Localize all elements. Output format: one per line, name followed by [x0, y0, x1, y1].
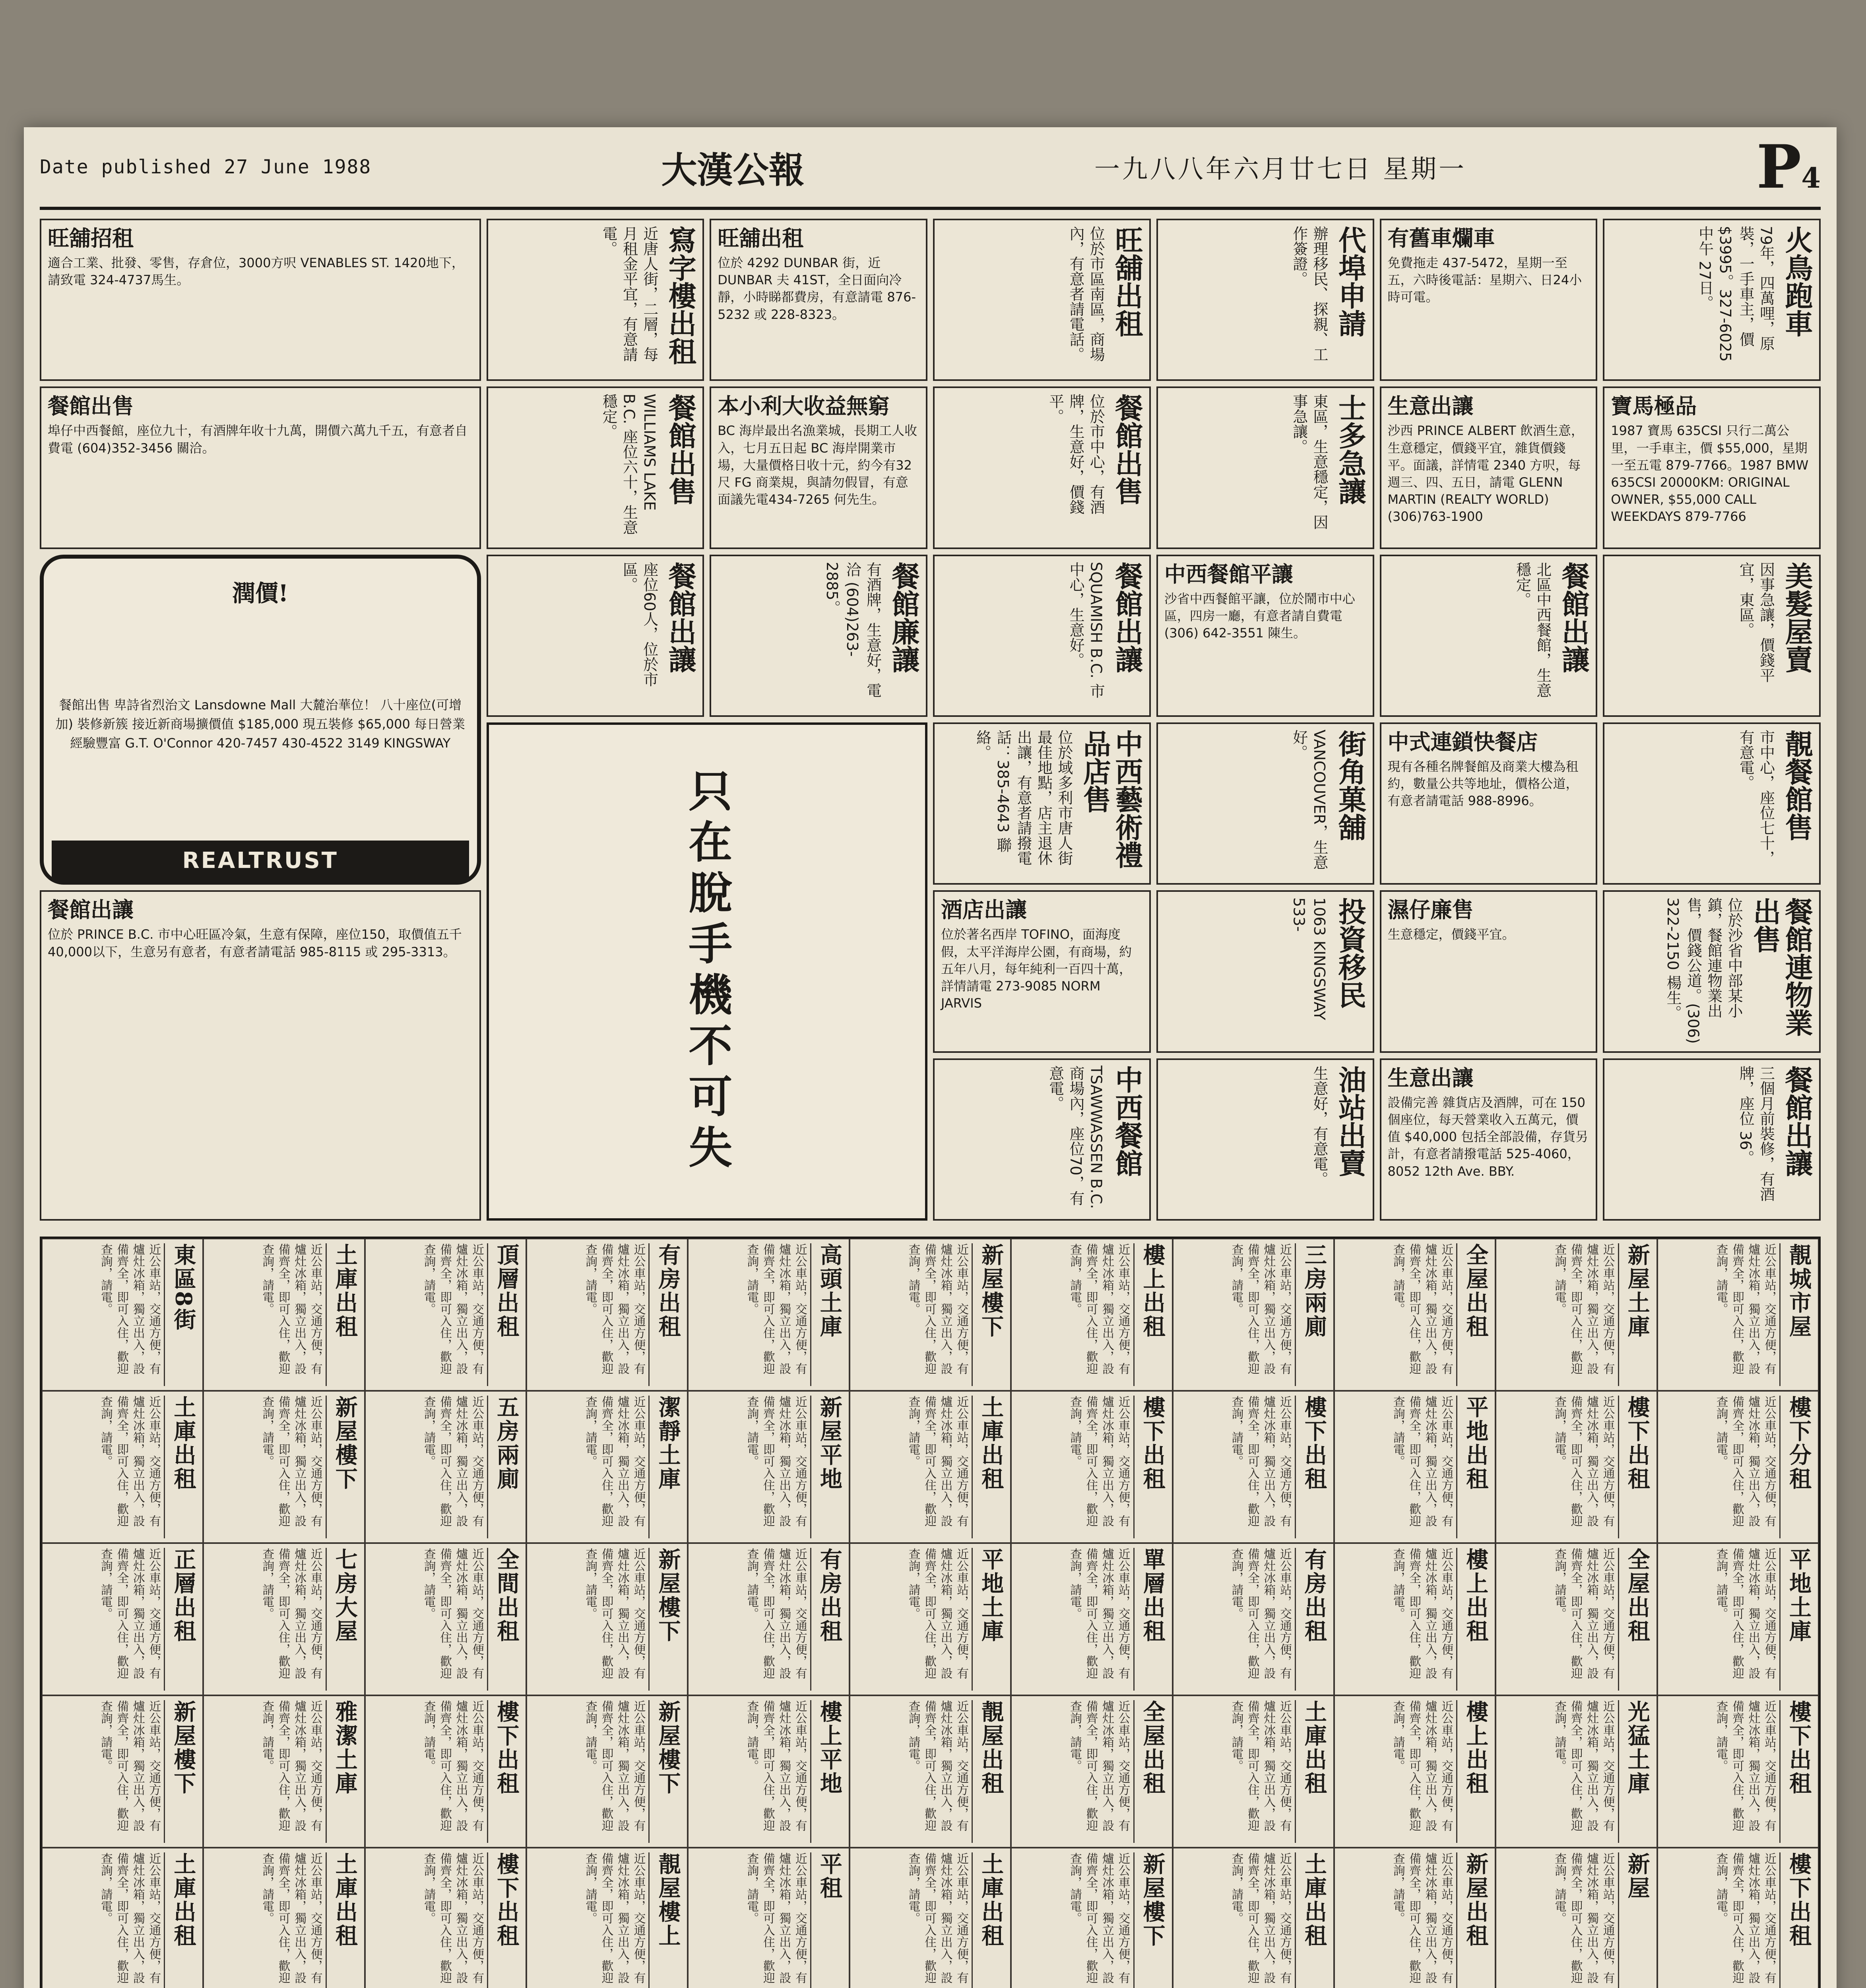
listing-heading: 新屋 — [1618, 1852, 1653, 1988]
listing-heading: 土庫出租 — [326, 1852, 361, 1988]
page-number: P4 — [1756, 132, 1821, 202]
listing-heading: 土庫出租 — [1295, 1852, 1330, 1988]
classified-listing — [1011, 1391, 1172, 1543]
ad-body: 辦理移民、探親、工作簽證。 — [1290, 226, 1328, 362]
classified-listing — [1173, 1391, 1334, 1543]
classified-listing — [850, 1239, 1011, 1391]
listing-heading: 平地土庫 — [1779, 1548, 1815, 1691]
classified-listing — [1657, 1695, 1819, 1848]
business-ad — [487, 386, 704, 549]
listing-heading: 樓上出租 — [1133, 1243, 1169, 1386]
listing-body: 近公車站，交通方便，有爐灶冰箱，獨立出入，設備齊全，即可入住，歡迎查詢，請電。 — [583, 1852, 646, 1984]
listing-heading: 平地出租 — [1456, 1396, 1492, 1538]
listing-heading: 樓下出租 — [1133, 1396, 1169, 1538]
classified-listing — [42, 1391, 203, 1543]
listing-body: 近公車站，交通方便，有爐灶冰箱，獨立出入，設備齊全，即可入住，歡迎查詢，請電。 — [906, 1852, 969, 1984]
listing-heading: 新屋樓下 — [648, 1548, 684, 1691]
ad-body: 1987 寶馬 635CSI 只行二萬公里，一手車主，價 $55,000，星期一至五電 879-7766。1987 BMW 635CSI 20000KM: ORIGINAL OWNER, $55,000 CALL WEEKDAYS 879-7766 — [1611, 423, 1809, 524]
paper-name: 大漢公報 — [661, 149, 805, 191]
listing-heading: 樓下分租 — [1779, 1396, 1815, 1538]
listing-heading: 土庫出租 — [164, 1852, 199, 1988]
listing-heading: 高頭土庫 — [810, 1243, 846, 1386]
ad-body: 有酒牌，生意好，電洽 (604)263-2885。 — [823, 561, 882, 698]
ad-headline: 生意出讓 — [1387, 1065, 1474, 1091]
ad-body: 位於域多利市唐人街最佳地點，店主退休出讓，有意者請撥電話：385-4643 聯絡。 — [974, 730, 1073, 866]
business-ad — [1380, 890, 1598, 1052]
classified-listing — [850, 1848, 1011, 1988]
business-ads-section — [40, 219, 1821, 1221]
business-ad — [1156, 219, 1374, 381]
listing-body: 近公車站，交通方便，有爐灶冰箱，獨立出入，設備齊全，即可入住，歡迎查詢，請電。 — [1552, 1852, 1615, 1984]
business-ad — [1156, 722, 1374, 885]
classified-listing — [1011, 1543, 1172, 1695]
classified-listing — [1496, 1695, 1657, 1848]
realtrust-ad-body: 餐館出售 卑詩省烈治文 Lansdowne Mall 大麓治華位！ 八十座位(可增加) 裝修新簇 接近新商場擴價值 $185,000 現五裝修 $65,000 每日營業 經驗豐富 G.T. O'Connor 420-7457 430-4522 3149 KINGSWAY — [55, 697, 466, 751]
listing-body: 近公車站，交通方便，有爐灶冰箱，獨立出入，設備齊全，即可入住，歡迎查詢，請電。 — [583, 1700, 646, 1831]
business-ad — [933, 1058, 1151, 1221]
classified-listing — [1334, 1239, 1496, 1391]
page-header — [40, 127, 1821, 207]
classified-listing — [1011, 1239, 1172, 1391]
business-ad — [933, 722, 1151, 885]
classified-listing — [688, 1239, 849, 1391]
listing-heading: 平地土庫 — [972, 1548, 1007, 1691]
ad-headline: 餐館出讓 — [1110, 561, 1144, 673]
classified-listing — [203, 1543, 365, 1695]
business-ad — [710, 386, 927, 549]
listing-heading: 新屋出租 — [1456, 1852, 1492, 1988]
ad-body: 免費拖走 437-5472，星期一至五，六時後電話：星期六、日24小時可電。 — [1387, 255, 1582, 305]
listing-heading: 樓下出租 — [487, 1700, 522, 1843]
newspaper-page — [24, 127, 1837, 1988]
ad-body: 市中心，座位七十，有意電。 — [1737, 730, 1775, 866]
listing-body: 近公車站，交通方便，有爐灶冰箱，獨立出入，設備齊全，即可入住，歡迎查詢，請電。 — [421, 1700, 484, 1831]
listing-heading: 全間出租 — [487, 1548, 522, 1691]
listing-heading: 新屋土庫 — [1618, 1243, 1653, 1386]
ad-headline: 餐館出售 — [1110, 394, 1144, 505]
ad-headline: 酒店出讓 — [941, 897, 1027, 923]
listing-body: 近公車站，交通方便，有爐灶冰箱，獨立出入，設備齊全，即可入住，歡迎查詢，請電。 — [1714, 1852, 1776, 1984]
ad-body: 座位60人，位於市區。 — [620, 561, 658, 687]
classified-listing — [365, 1543, 526, 1695]
ad-body: 適合工業、批發、零售，存倉位，3000方呎 VENABLES ST. 1420地下，請致電 324-4737馬生。 — [48, 255, 464, 288]
listing-body: 近公車站，交通方便，有爐灶冰箱，獨立出入，設備齊全，即可入住，歡迎查詢，請電。 — [1552, 1700, 1615, 1831]
classified-listing — [42, 1543, 203, 1695]
classified-listing — [203, 1391, 365, 1543]
classified-listing — [1173, 1543, 1334, 1695]
classified-listing — [365, 1848, 526, 1988]
listing-body: 近公車站，交通方便，有爐灶冰箱，獨立出入，設備齊全，即可入住，歡迎查詢，請電。 — [1552, 1396, 1615, 1527]
ad-headline: 餐館出售 — [48, 393, 134, 419]
listing-heading: 土庫出租 — [326, 1243, 361, 1386]
listing-body: 近公車站，交通方便，有爐灶冰箱，獨立出入，設備齊全，即可入住，歡迎查詢，請電。 — [1391, 1243, 1453, 1375]
listing-heading: 土庫出租 — [972, 1396, 1007, 1538]
listing-heading: 新屋樓下 — [164, 1700, 199, 1843]
ad-headline: 中式連鎖快餐店 — [1387, 729, 1538, 755]
listing-body: 近公車站，交通方便，有爐灶冰箱，獨立出入，設備齊全，即可入住，歡迎查詢，請電。 — [1714, 1548, 1776, 1679]
listing-body: 近公車站，交通方便，有爐灶冰箱，獨立出入，設備齊全，即可入住，歡迎查詢，請電。 — [1391, 1548, 1453, 1679]
listing-body: 近公車站，交通方便，有爐灶冰箱，獨立出入，設備齊全，即可入住，歡迎查詢，請電。 — [583, 1243, 646, 1375]
ad-body: 1063 KINGSWAY 533- — [1290, 897, 1328, 1020]
listing-heading: 三房兩廁 — [1295, 1243, 1330, 1386]
classified-listing — [1334, 1848, 1496, 1988]
listing-body: 近公車站，交通方便，有爐灶冰箱，獨立出入，設備齊全，即可入住，歡迎查詢，請電。 — [421, 1852, 484, 1984]
classified-listing — [365, 1391, 526, 1543]
business-ad — [40, 890, 481, 1221]
classified-listing — [203, 1848, 365, 1988]
business-ad — [933, 219, 1151, 381]
publish-date: Date published 27 June 1988 — [40, 156, 372, 178]
ad-body: 位於著名西岸 TOFINO，面海度假，太平洋海岸公園，有商場，約五年八月，每年純利一百四十萬，詳情請電 273-9085 NORM JARVIS — [941, 927, 1132, 1011]
listing-body: 近公車站，交通方便，有爐灶冰箱，獨立出入，設備齊全，即可入住，歡迎查詢，請電。 — [1229, 1243, 1292, 1375]
ad-headline: 有舊車爛車 — [1387, 225, 1495, 251]
ad-body: 生意穩定，價錢平宜。 — [1387, 927, 1515, 942]
classified-listing — [42, 1239, 203, 1391]
ad-body: 79年，四萬哩，原裝，一手車主，價$3995。327-6025 中午 27日。 — [1696, 226, 1775, 362]
realtrust-logo: REALTRUST — [52, 841, 469, 881]
listing-body: 近公車站，交通方便，有爐灶冰箱，獨立出入，設備齊全，即可入住，歡迎查詢，請電。 — [1229, 1700, 1292, 1831]
classified-listing — [688, 1695, 849, 1848]
business-ad — [933, 555, 1151, 717]
listing-body: 近公車站，交通方便，有爐灶冰箱，獨立出入，設備齊全，即可入住，歡迎查詢，請電。 — [1068, 1396, 1130, 1527]
ad-headline: 士多急讓 — [1334, 394, 1367, 505]
listing-heading: 土庫出租 — [972, 1852, 1007, 1988]
listing-heading: 樓下出租 — [1779, 1700, 1815, 1843]
listing-heading: 頂層出租 — [487, 1243, 522, 1386]
classified-listing — [526, 1391, 688, 1543]
realtrust-ad-title: 潤價! — [232, 579, 289, 607]
listing-body: 近公車站，交通方便，有爐灶冰箱，獨立出入，設備齊全，即可入住，歡迎查詢，請電。 — [745, 1700, 807, 1831]
ad-body: SQUAMISH B.C. 市中心，生意好。 — [1067, 561, 1105, 699]
ad-headline: 中西餐館平讓 — [1164, 561, 1293, 587]
ad-body: 位於 4292 DUNBAR 街，近 DUNBAR 夫 41ST，全日面向冷靜，小時睇都費房，有意請電 876-5232 或 228-8323。 — [718, 255, 916, 322]
feature-ad-box — [487, 722, 928, 1221]
business-ad — [933, 890, 1151, 1052]
classified-listing — [1173, 1695, 1334, 1848]
listing-heading: 雅潔土庫 — [326, 1700, 361, 1843]
listing-heading: 樓下出租 — [1618, 1396, 1653, 1538]
ad-body: 北區中西餐館，生意穩定。 — [1513, 561, 1552, 698]
listing-heading: 新屋平地 — [810, 1396, 846, 1538]
listing-body: 近公車站，交通方便，有爐灶冰箱，獨立出入，設備齊全，即可入住，歡迎查詢，請電。 — [1391, 1700, 1453, 1831]
business-ad — [1156, 555, 1374, 717]
classified-listing — [1011, 1848, 1172, 1988]
classified-listing — [1334, 1695, 1496, 1848]
listing-heading: 光猛土庫 — [1618, 1700, 1653, 1843]
ad-headline: 火鳥跑車 — [1781, 226, 1814, 337]
listing-body: 近公車站，交通方便，有爐灶冰箱，獨立出入，設備齊全，即可入住，歡迎查詢，請電。 — [1068, 1700, 1130, 1831]
ad-headline: 餐館出讓 — [1781, 1065, 1814, 1177]
business-ad — [487, 555, 704, 717]
business-ad — [1380, 722, 1598, 885]
listing-body: 近公車站，交通方便，有爐灶冰箱，獨立出入，設備齊全，即可入住，歡迎查詢，請電。 — [906, 1700, 969, 1831]
listing-body: 近公車站，交通方便，有爐灶冰箱，獨立出入，設備齊全，即可入住，歡迎查詢，請電。 — [906, 1396, 969, 1527]
business-ad — [1603, 1058, 1821, 1221]
ad-body: BC 海岸最出名漁業城，長期工人收入，七月五日起 BC 海岸開業市場，大量價格日收十元，約今有32尺 FG 商業規，與請勿假冒，有意面議先電434-7265 何先生。 — [718, 423, 917, 507]
business-ad — [1156, 1058, 1374, 1221]
business-ad — [1603, 890, 1821, 1052]
listing-heading: 樓下出租 — [487, 1852, 522, 1988]
realtrust-ad — [40, 555, 481, 885]
business-ad — [710, 555, 927, 717]
ad-body: TSAWWASSEN B.C. 商場內，座位70，有意電。 — [1046, 1065, 1105, 1209]
ad-body: WILLIAMS LAKE B.C. 座位六十，生意穩定。 — [600, 394, 658, 535]
business-ad — [933, 386, 1151, 549]
business-ad — [1380, 1058, 1598, 1221]
classified-listing — [1657, 1391, 1819, 1543]
classified-listing — [1173, 1848, 1334, 1988]
classified-listing — [1496, 1543, 1657, 1695]
classified-listing — [526, 1848, 688, 1988]
ad-body: 三個月前裝修，有酒牌，座位 36。 — [1737, 1065, 1775, 1202]
ad-headline: 中西餐館 — [1110, 1065, 1144, 1177]
listing-body: 近公車站，交通方便，有爐灶冰箱，獨立出入，設備齊全，即可入住，歡迎查詢，請電。 — [1714, 1700, 1776, 1831]
classified-listing — [1496, 1239, 1657, 1391]
ad-headline: 餐館廉讓 — [887, 561, 920, 673]
listing-body: 近公車站，交通方便，有爐灶冰箱，獨立出入，設備齊全，即可入住，歡迎查詢，請電。 — [906, 1243, 969, 1375]
classified-listing — [1657, 1543, 1819, 1695]
ad-headline: 旺舖招租 — [48, 225, 134, 251]
ad-headline: 美髮屋賣 — [1781, 561, 1814, 673]
listing-body: 近公車站，交通方便，有爐灶冰箱，獨立出入，設備齊全，即可入住，歡迎查詢，請電。 — [260, 1700, 322, 1831]
listing-body: 近公車站，交通方便，有爐灶冰箱，獨立出入，設備齊全，即可入住，歡迎查詢，請電。 — [745, 1396, 807, 1527]
ad-headline: 本小利大收益無窮 — [718, 393, 890, 419]
classified-listing — [688, 1848, 849, 1988]
listing-body: 近公車站，交通方便，有爐灶冰箱，獨立出入，設備齊全，即可入住，歡迎查詢，請電。 — [1552, 1243, 1615, 1375]
business-ad — [1603, 555, 1821, 717]
ad-headline: 餐館出讓 — [664, 561, 697, 673]
classified-listing — [526, 1543, 688, 1695]
listing-body: 近公車站，交通方便，有爐灶冰箱，獨立出入，設備齊全，即可入住，歡迎查詢，請電。 — [1068, 1852, 1130, 1984]
ad-body: 沙省中西餐館平讓，位於鬧市中心區，四房一廳，有意者請自費電 (306) 642-3551 陳生。 — [1164, 591, 1355, 641]
ad-body: 現有各種名牌餐館及商業大樓為租約，數量公共等地址，價格公道，有意者請電話 988-8996。 — [1387, 759, 1579, 809]
ad-body: 位於沙省中部某小鎮，餐館連物業出售，價錢公道。(306) 322-2150 楊生。 — [1664, 897, 1743, 1044]
ad-body: 位於 PRINCE B.C. 市中心旺區冷氣，生意有保障，座位150，取價值五千40,000以下，生意另有意者，有意者請電話 985-8115 或 295-3313。 — [48, 927, 462, 959]
classified-listing — [850, 1543, 1011, 1695]
listing-heading: 樓上出租 — [1456, 1548, 1492, 1691]
classified-listing — [42, 1848, 203, 1988]
classified-listing — [42, 1695, 203, 1848]
listing-heading: 潔靜土庫 — [648, 1396, 684, 1538]
rental-classifieds — [40, 1237, 1821, 1988]
business-ad — [487, 219, 704, 381]
listing-body: 近公車站，交通方便，有爐灶冰箱，獨立出入，設備齊全，即可入住，歡迎查詢，請電。 — [583, 1548, 646, 1679]
classified-listing — [1496, 1848, 1657, 1988]
listing-body: 近公車站，交通方便，有爐灶冰箱，獨立出入，設備齊全，即可入住，歡迎查詢，請電。 — [421, 1243, 484, 1375]
ad-body: 因事急讓，價錢平宜，東區。 — [1737, 561, 1775, 683]
listing-body: 近公車站，交通方便，有爐灶冰箱，獨立出入，設備齊全，即可入住，歡迎查詢，請電。 — [260, 1852, 322, 1984]
ad-headline: 寫字樓出租 — [664, 226, 697, 365]
listing-body: 近公車站，交通方便，有爐灶冰箱，獨立出入，設備齊全，即可入住，歡迎查詢，請電。 — [98, 1243, 161, 1375]
listing-body: 近公車站，交通方便，有爐灶冰箱，獨立出入，設備齊全，即可入住，歡迎查詢，請電。 — [1229, 1548, 1292, 1679]
ad-headline: 街角菓舖 — [1334, 730, 1367, 841]
listing-heading: 七房大屋 — [326, 1548, 361, 1691]
ad-body: 沙西 PRINCE ALBERT 飲酒生意，生意穩定，價錢平宜，雜貨價錢平。面議，詳情電 2340 方呎，每週三、四、五日，請電 GLENN MARTIN (REALTY WORLD) (306)763-1900 — [1387, 423, 1584, 524]
classified-listing — [1496, 1391, 1657, 1543]
listing-body: 近公車站，交通方便，有爐灶冰箱，獨立出入，設備齊全，即可入住，歡迎查詢，請電。 — [421, 1548, 484, 1679]
business-ad — [1380, 386, 1598, 549]
ad-body: 生意好，有意電。 — [1311, 1065, 1328, 1186]
listing-body: 近公車站，交通方便，有爐灶冰箱，獨立出入，設備齊全，即可入住，歡迎查詢，請電。 — [98, 1396, 161, 1527]
ad-headline: 旺舖出租 — [718, 225, 804, 251]
classified-listing — [1173, 1239, 1334, 1391]
business-ad — [1156, 890, 1374, 1052]
ad-body: 位於市區南區，商場內，有意者請電話。 — [1067, 226, 1105, 362]
ad-headline: 生意出讓 — [1387, 393, 1474, 419]
listing-body: 近公車站，交通方便，有爐灶冰箱，獨立出入，設備齊全，即可入住，歡迎查詢，請電。 — [1068, 1548, 1130, 1679]
business-ad — [1156, 386, 1374, 549]
ad-body: 埠仔中西餐館，座位九十，有酒牌年收十九萬，開價六萬九千五，有意者自費電 (604)352-3456 關洽。 — [48, 423, 468, 456]
classified-listing — [1657, 1848, 1819, 1988]
listing-heading: 全屋出租 — [1618, 1548, 1653, 1691]
classified-listing — [526, 1239, 688, 1391]
listing-heading: 新屋樓下 — [326, 1396, 361, 1538]
classified-listing — [203, 1239, 365, 1391]
ad-body: 位於市中心，有酒牌，生意好，價錢平。 — [1046, 394, 1105, 515]
ad-headline: 餐館出售 — [664, 394, 697, 505]
classified-listing — [365, 1695, 526, 1848]
listing-heading: 靚屋樓上 — [648, 1852, 684, 1988]
business-ad — [1380, 555, 1598, 717]
issue-date: 一九八八年六月廿七日 星期一 — [1094, 155, 1467, 184]
classified-listing — [1657, 1239, 1819, 1391]
classified-listing — [1011, 1695, 1172, 1848]
classified-listing — [1334, 1543, 1496, 1695]
feature-ad-headline: 只在脫手機不可失 — [681, 768, 733, 1175]
ad-headline: 餐館連物業出售 — [1748, 897, 1814, 1037]
listing-body: 近公車站，交通方便，有爐灶冰箱，獨立出入，設備齊全，即可入住，歡迎查詢，請電。 — [421, 1396, 484, 1527]
listing-heading: 新屋樓下 — [648, 1700, 684, 1843]
listing-body: 近公車站，交通方便，有爐灶冰箱，獨立出入，設備齊全，即可入住，歡迎查詢，請電。 — [745, 1548, 807, 1679]
listing-body: 近公車站，交通方便，有爐灶冰箱，獨立出入，設備齊全，即可入住，歡迎查詢，請電。 — [1229, 1852, 1292, 1984]
listing-body: 近公車站，交通方便，有爐灶冰箱，獨立出入，設備齊全，即可入住，歡迎查詢，請電。 — [745, 1852, 807, 1984]
header-rule — [40, 207, 1821, 210]
listing-heading: 單層出租 — [1133, 1548, 1169, 1691]
ad-headline: 油站出賣 — [1334, 1065, 1367, 1177]
listing-body: 近公車站，交通方便，有爐灶冰箱，獨立出入，設備齊全，即可入住，歡迎查詢，請電。 — [906, 1548, 969, 1679]
ad-headline: 餐館出讓 — [48, 897, 134, 923]
listing-body: 近公車站，交通方便，有爐灶冰箱，獨立出入，設備齊全，即可入住，歡迎查詢，請電。 — [1714, 1396, 1776, 1527]
listing-heading: 樓上平地 — [810, 1700, 846, 1843]
listing-body: 近公車站，交通方便，有爐灶冰箱，獨立出入，設備齊全，即可入住，歡迎查詢，請電。 — [583, 1396, 646, 1527]
listing-body: 近公車站，交通方便，有爐灶冰箱，獨立出入，設備齊全，即可入住，歡迎查詢，請電。 — [260, 1396, 322, 1527]
ad-headline: 寶馬極品 — [1611, 393, 1697, 419]
listing-body: 近公車站，交通方便，有爐灶冰箱，獨立出入，設備齊全，即可入住，歡迎查詢，請電。 — [98, 1700, 161, 1831]
ad-headline: 靚餐館售 — [1781, 730, 1814, 841]
listing-body: 近公車站，交通方便，有爐灶冰箱，獨立出入，設備齊全，即可入住，歡迎查詢，請電。 — [1068, 1243, 1130, 1375]
listing-heading: 平租 — [810, 1852, 846, 1988]
ad-body: VANCOUVER，生意好。 — [1290, 730, 1328, 870]
listing-body: 近公車站，交通方便，有爐灶冰箱，獨立出入，設備齊全，即可入住，歡迎查詢，請電。 — [745, 1243, 807, 1375]
classified-listing — [1334, 1391, 1496, 1543]
business-ad — [1603, 219, 1821, 381]
classified-listing — [688, 1543, 849, 1695]
listing-heading: 東區8街 — [164, 1243, 199, 1386]
listing-body: 近公車站，交通方便，有爐灶冰箱，獨立出入，設備齊全，即可入住，歡迎查詢，請電。 — [1391, 1396, 1453, 1527]
business-ad — [710, 219, 927, 381]
listing-heading: 樓下出租 — [1295, 1396, 1330, 1538]
classified-listing — [688, 1391, 849, 1543]
listing-heading: 有房出租 — [648, 1243, 684, 1386]
listing-heading: 樓下出租 — [1779, 1852, 1815, 1988]
business-ad — [1603, 722, 1821, 885]
listing-body: 近公車站，交通方便，有爐灶冰箱，獨立出入，設備齊全，即可入住，歡迎查詢，請電。 — [1552, 1548, 1615, 1679]
classified-listing — [526, 1695, 688, 1848]
listing-body: 近公車站，交通方便，有爐灶冰箱，獨立出入，設備齊全，即可入住，歡迎查詢，請電。 — [1714, 1243, 1776, 1375]
ad-headline: 濕仔廉售 — [1387, 897, 1474, 923]
ad-headline: 代埠申請 — [1334, 226, 1367, 337]
classified-listing — [850, 1391, 1011, 1543]
ad-body: 設備完善 雜貨店及酒牌，可在 150 個座位，每天營業收入五萬元，價值 $40,000 包括全部設備，存貨另計，有意者請撥電話 525-4060，8052 12th Ave. BBY. — [1387, 1095, 1589, 1179]
listing-heading: 靚屋出租 — [972, 1700, 1007, 1843]
listing-heading: 全屋出租 — [1133, 1700, 1169, 1843]
listing-heading: 土庫出租 — [164, 1396, 199, 1538]
listing-heading: 五房兩廁 — [487, 1396, 522, 1538]
ad-headline: 投資移民 — [1334, 897, 1367, 1009]
ad-headline: 旺舖出租 — [1110, 226, 1144, 337]
business-ad — [1603, 386, 1821, 549]
listing-heading: 有房出租 — [810, 1548, 846, 1691]
classified-listing — [365, 1239, 526, 1391]
ad-body: 近唐人街，二層，每月租金平宜，有意請電。 — [600, 226, 658, 362]
business-ad — [1380, 219, 1598, 381]
listing-body: 近公車站，交通方便，有爐灶冰箱，獨立出入，設備齊全，即可入住，歡迎查詢，請電。 — [1229, 1396, 1292, 1527]
listing-heading: 新屋樓下 — [1133, 1852, 1169, 1988]
listing-body: 近公車站，交通方便，有爐灶冰箱，獨立出入，設備齊全，即可入住，歡迎查詢，請電。 — [260, 1548, 322, 1679]
classified-listing — [850, 1695, 1011, 1848]
listing-body: 近公車站，交通方便，有爐灶冰箱，獨立出入，設備齊全，即可入住，歡迎查詢，請電。 — [98, 1548, 161, 1679]
listing-body: 近公車站，交通方便，有爐灶冰箱，獨立出入，設備齊全，即可入住，歡迎查詢，請電。 — [98, 1852, 161, 1984]
listing-heading: 土庫出租 — [1295, 1700, 1330, 1843]
ad-body: 東區，生意穩定，因事急讓。 — [1290, 394, 1328, 530]
ad-headline: 中西藝術禮品店售 — [1078, 730, 1144, 869]
listing-heading: 樓上出租 — [1456, 1700, 1492, 1843]
business-ad — [40, 219, 481, 381]
listing-body: 近公車站，交通方便，有爐灶冰箱，獨立出入，設備齊全，即可入住，歡迎查詢，請電。 — [260, 1243, 322, 1375]
classified-listing — [203, 1695, 365, 1848]
business-ad — [40, 386, 481, 549]
listing-heading: 正層出租 — [164, 1548, 199, 1691]
listing-heading: 全屋出租 — [1456, 1243, 1492, 1386]
listing-body: 近公車站，交通方便，有爐灶冰箱，獨立出入，設備齊全，即可入住，歡迎查詢，請電。 — [1391, 1852, 1453, 1984]
ad-headline: 餐館出讓 — [1557, 561, 1591, 673]
listing-heading: 有房出租 — [1295, 1548, 1330, 1691]
listing-heading: 靚城市屋 — [1779, 1243, 1815, 1386]
listing-heading: 新屋樓下 — [972, 1243, 1007, 1386]
